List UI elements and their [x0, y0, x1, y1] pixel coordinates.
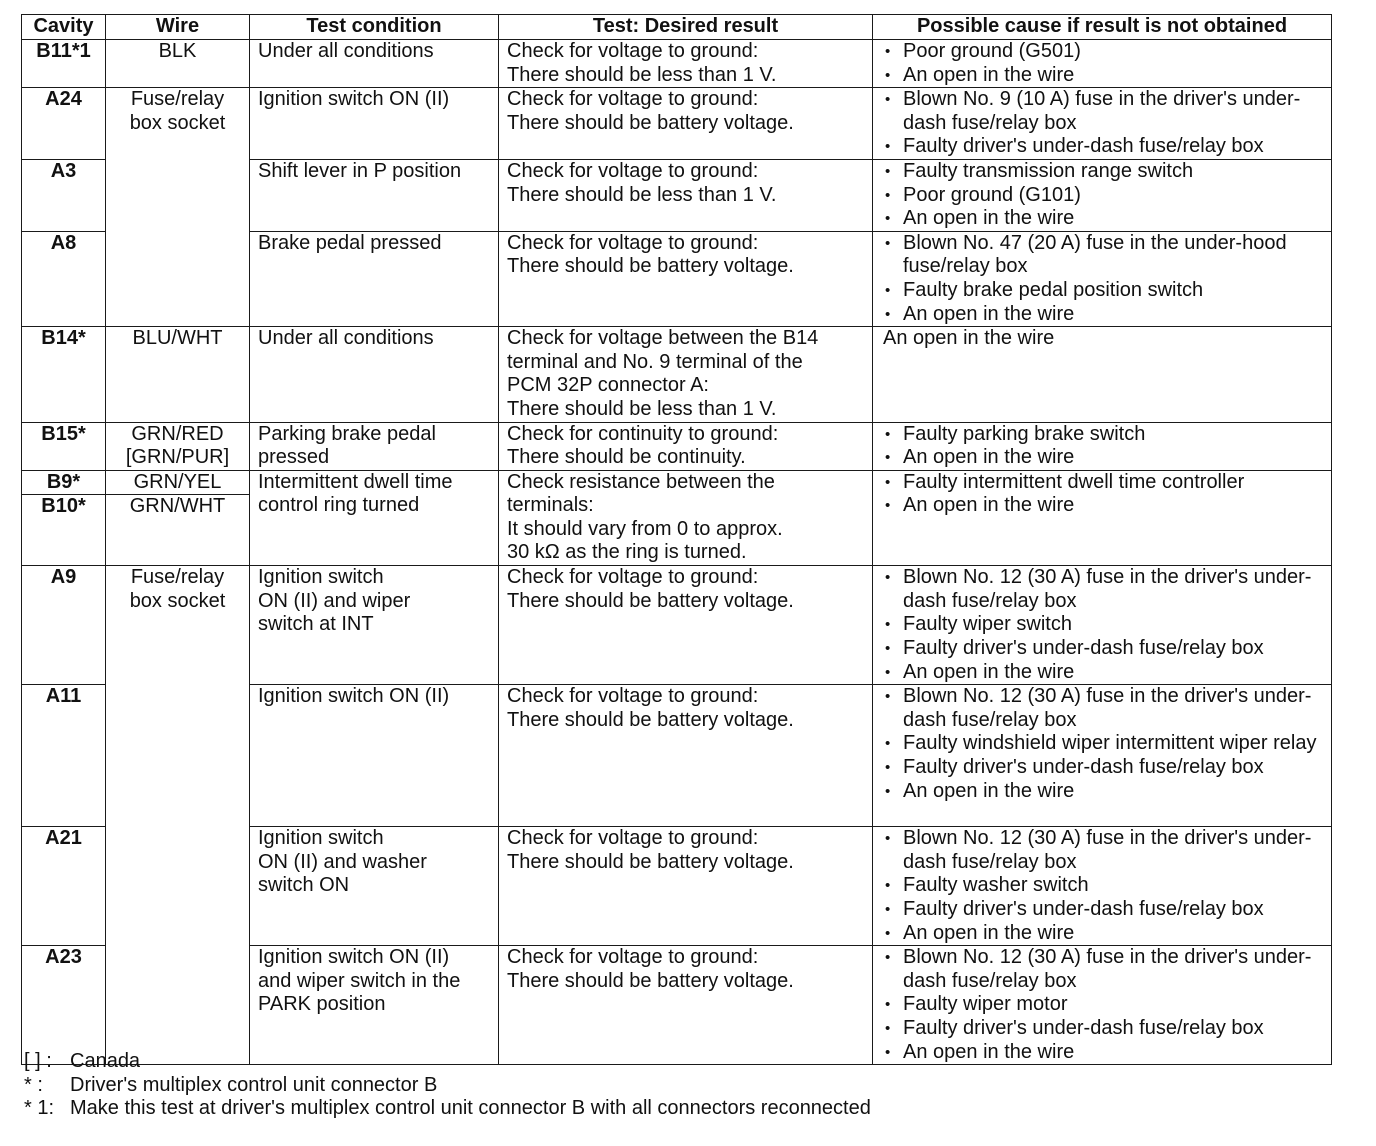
- condition-cell: [250, 470, 499, 566]
- cause-cell: [873, 946, 1332, 1065]
- cavity-cell: A23: [22, 946, 106, 1065]
- condition-line: and wiper switch in the: [258, 969, 461, 992]
- cause-item: • An open in the wire: [881, 922, 1323, 946]
- condition-cell: [250, 566, 499, 685]
- condition-cell: [250, 685, 499, 827]
- cavity-cell: A21: [22, 827, 106, 946]
- cause-item: • An open in the wire: [881, 303, 1323, 327]
- wire-cell: [106, 470, 250, 495]
- header-test-condition: Test condition: [250, 15, 499, 40]
- connector-test-table: [21, 14, 1332, 1065]
- cause-item: • Blown No. 12 (30 A) fuse in the driver's under-dash fuse/relay box: [881, 685, 1323, 732]
- wire-cell: [106, 566, 250, 1065]
- cavity-cell: A11: [22, 685, 106, 827]
- result-line: Check for voltage between the B14: [507, 327, 819, 350]
- header-row: [22, 15, 1332, 40]
- header-desired-result: Test: Desired result: [499, 15, 873, 40]
- condition-line: Shift lever in P position: [258, 159, 462, 182]
- condition-cell: [250, 827, 499, 946]
- table-row: [22, 88, 1332, 160]
- cause-item: • Faulty washer switch: [881, 874, 1323, 898]
- header-wire: Wire: [106, 15, 250, 40]
- condition-cell: [250, 327, 499, 422]
- condition-line: control ring turned: [258, 494, 420, 517]
- condition-cell: [250, 422, 499, 470]
- cause-item: • Faulty transmission range switch: [881, 160, 1323, 184]
- result-line: There should be less than 1 V.: [507, 183, 777, 206]
- cavity-cell: A9: [22, 566, 106, 685]
- result-line: Check for voltage to ground:: [507, 946, 759, 969]
- cavity-cell: B10*: [22, 495, 106, 566]
- result-line: PCM 32P connector A:: [507, 374, 709, 397]
- cause-item: • Faulty driver's under-dash fuse/relay box: [881, 1017, 1323, 1041]
- cavity-cell: B14*: [22, 327, 106, 422]
- cause-cell: [873, 827, 1332, 946]
- wire-line: Fuse/relay: [130, 566, 225, 589]
- result-line: There should be battery voltage.: [507, 708, 794, 731]
- cause-item: • Faulty windshield wiper intermittent wiper relay: [881, 732, 1323, 756]
- result-line: Check for voltage to ground:: [507, 88, 759, 111]
- cause-item: • Faulty driver's under-dash fuse/relay box: [881, 135, 1323, 159]
- cause-cell: [873, 470, 1332, 566]
- wire-cell: [106, 495, 250, 566]
- condition-line: switch ON: [258, 874, 350, 897]
- footnote-text: Canada: [70, 1050, 141, 1072]
- cause-item: • An open in the wire: [881, 446, 1323, 470]
- result-line: There should be battery voltage.: [507, 850, 794, 873]
- cause-cell: [873, 685, 1332, 827]
- condition-line: Ignition switch ON (II): [258, 88, 450, 111]
- cause-item: • Blown No. 9 (10 A) fuse in the driver's under-dash fuse/relay box: [881, 88, 1323, 135]
- cause-item: • Blown No. 12 (30 A) fuse in the driver's under-dash fuse/relay box: [881, 566, 1323, 613]
- wire-line: box socket: [129, 111, 226, 134]
- cause-item: • Faulty driver's under-dash fuse/relay box: [881, 756, 1323, 780]
- cause-item: • Blown No. 47 (20 A) fuse in the under-hood fuse/relay box: [881, 232, 1323, 279]
- result-line: There should be battery voltage.: [507, 589, 794, 612]
- cavity-cell: B9*: [22, 470, 106, 495]
- condition-line: PARK position: [258, 993, 386, 1016]
- result-line: There should be continuity.: [507, 446, 746, 469]
- result-line: Check for voltage to ground:: [507, 231, 759, 254]
- cause-item: • Faulty intermittent dwell time controller: [881, 471, 1323, 495]
- condition-line: Intermittent dwell time: [258, 470, 453, 493]
- result-cell: [499, 88, 873, 160]
- cause-item: • Poor ground (G101): [881, 184, 1323, 208]
- cause-item: • An open in the wire: [881, 661, 1323, 685]
- cause-item: • Faulty brake pedal position switch: [881, 279, 1323, 303]
- cause-item: • An open in the wire: [881, 1041, 1323, 1065]
- wire-cell: [106, 422, 250, 470]
- cause-cell: [873, 231, 1332, 326]
- cause-cell: [873, 566, 1332, 685]
- footnote-key: [ ] :: [24, 1050, 52, 1072]
- result-cell: [499, 159, 873, 231]
- wire-line: BLK: [158, 40, 197, 62]
- wire-line: GRN/YEL: [133, 470, 222, 493]
- result-line: terminal and No. 9 terminal of the: [507, 350, 803, 373]
- condition-line: Ignition switch ON (II): [258, 685, 450, 708]
- result-cell: [499, 566, 873, 685]
- cause-item: • Faulty driver's under-dash fuse/relay box: [881, 637, 1323, 661]
- condition-line: ON (II) and wiper: [258, 589, 411, 612]
- wire-line: [GRN/PUR]: [125, 446, 230, 469]
- condition-line: Parking brake pedal: [258, 422, 436, 445]
- footnote-asterisk-1: [24, 1097, 871, 1121]
- result-line: terminals:: [507, 494, 594, 517]
- condition-line: pressed: [258, 446, 330, 469]
- wire-cell: [106, 327, 250, 422]
- result-line: There should be battery voltage.: [507, 111, 794, 134]
- result-line: There should be battery voltage.: [507, 969, 794, 992]
- cavity-cell: B15*: [22, 422, 106, 470]
- condition-line: Ignition switch: [258, 566, 384, 589]
- result-line: Check for voltage to ground:: [507, 40, 759, 62]
- condition-line: Ignition switch ON (II): [258, 946, 450, 969]
- cause-text: An open in the wire: [883, 327, 1055, 350]
- cavity-cell: A3: [22, 159, 106, 231]
- table-row: [22, 327, 1332, 422]
- cause-item: • Faulty wiper switch: [881, 613, 1323, 637]
- result-cell: [499, 422, 873, 470]
- wire-line: GRN/WHT: [129, 495, 226, 518]
- footnote-canada: [24, 1050, 871, 1074]
- cause-item: • An open in the wire: [881, 64, 1323, 88]
- footnote-text: Make this test at driver's multiplex control unit connector B with all connectors reconnected: [70, 1097, 871, 1119]
- result-line: There should be less than 1 V.: [507, 63, 777, 86]
- condition-line: Under all conditions: [258, 327, 434, 350]
- result-line: Check for voltage to ground:: [507, 685, 759, 708]
- wire-cell: [106, 40, 250, 88]
- result-line: Check for voltage to ground:: [507, 827, 759, 850]
- result-line: 30 kΩ as the ring is turned.: [507, 541, 747, 564]
- condition-line: Brake pedal pressed: [258, 231, 442, 254]
- cause-item: • Blown No. 12 (30 A) fuse in the driver's under-dash fuse/relay box: [881, 827, 1323, 874]
- cause-item: • An open in the wire: [881, 494, 1323, 518]
- cause-item: • An open in the wire: [881, 207, 1323, 231]
- condition-line: ON (II) and washer: [258, 850, 427, 873]
- cause-cell: [873, 327, 1332, 422]
- result-cell: [499, 40, 873, 88]
- cause-cell: [873, 422, 1332, 470]
- cause-cell: [873, 88, 1332, 160]
- condition-line: Under all conditions: [258, 40, 434, 62]
- result-cell: [499, 231, 873, 326]
- result-line: Check for continuity to ground:: [507, 422, 779, 445]
- result-line: There should be less than 1 V.: [507, 397, 777, 420]
- cause-cell: [873, 159, 1332, 231]
- table-row: [22, 422, 1332, 470]
- condition-cell: [250, 231, 499, 326]
- footnote-key: * :: [24, 1073, 43, 1096]
- cavity-cell: A8: [22, 231, 106, 326]
- cause-cell: [873, 40, 1332, 88]
- condition-cell: [250, 88, 499, 160]
- footnote-asterisk: [24, 1074, 871, 1098]
- result-line: It should vary from 0 to approx.: [507, 517, 783, 540]
- cause-item: • An open in the wire: [881, 780, 1323, 804]
- wire-line: GRN/RED: [131, 422, 224, 445]
- cavity-cell: A24: [22, 88, 106, 160]
- result-cell: [499, 946, 873, 1065]
- cause-item: • Poor ground (G501): [881, 40, 1323, 64]
- table-row: [22, 40, 1332, 88]
- cause-item: • Faulty driver's under-dash fuse/relay box: [881, 898, 1323, 922]
- result-line: There should be battery voltage.: [507, 255, 794, 278]
- table-row: [22, 566, 1332, 685]
- wire-line: BLU/WHT: [132, 327, 223, 350]
- footnote-text: Driver's multiplex control unit connector B: [70, 1073, 438, 1096]
- wire-line: box socket: [129, 589, 226, 612]
- result-cell: [499, 470, 873, 566]
- result-cell: [499, 327, 873, 422]
- condition-cell: [250, 40, 499, 88]
- result-cell: [499, 685, 873, 827]
- result-cell: [499, 827, 873, 946]
- condition-line: Ignition switch: [258, 827, 384, 850]
- cavity-cell: B11*1: [22, 40, 106, 88]
- wire-cell: [106, 88, 250, 327]
- cause-item: • Faulty parking brake switch: [881, 423, 1323, 447]
- header-cavity: Cavity: [22, 15, 106, 40]
- cause-item: • Faulty wiper motor: [881, 993, 1323, 1017]
- header-possible-cause: Possible cause if result is not obtained: [873, 15, 1332, 40]
- footnote-key: * 1:: [24, 1097, 55, 1119]
- condition-line: switch at INT: [258, 613, 374, 636]
- condition-cell: [250, 946, 499, 1065]
- table-row: [22, 470, 1332, 495]
- result-line: Check for voltage to ground:: [507, 566, 759, 589]
- result-line: Check resistance between the: [507, 470, 775, 493]
- condition-cell: [250, 159, 499, 231]
- result-line: Check for voltage to ground:: [507, 159, 759, 182]
- wire-line: Fuse/relay: [130, 88, 225, 111]
- cause-item: • Blown No. 12 (30 A) fuse in the driver's under-dash fuse/relay box: [881, 946, 1323, 993]
- footnotes: [24, 1050, 871, 1121]
